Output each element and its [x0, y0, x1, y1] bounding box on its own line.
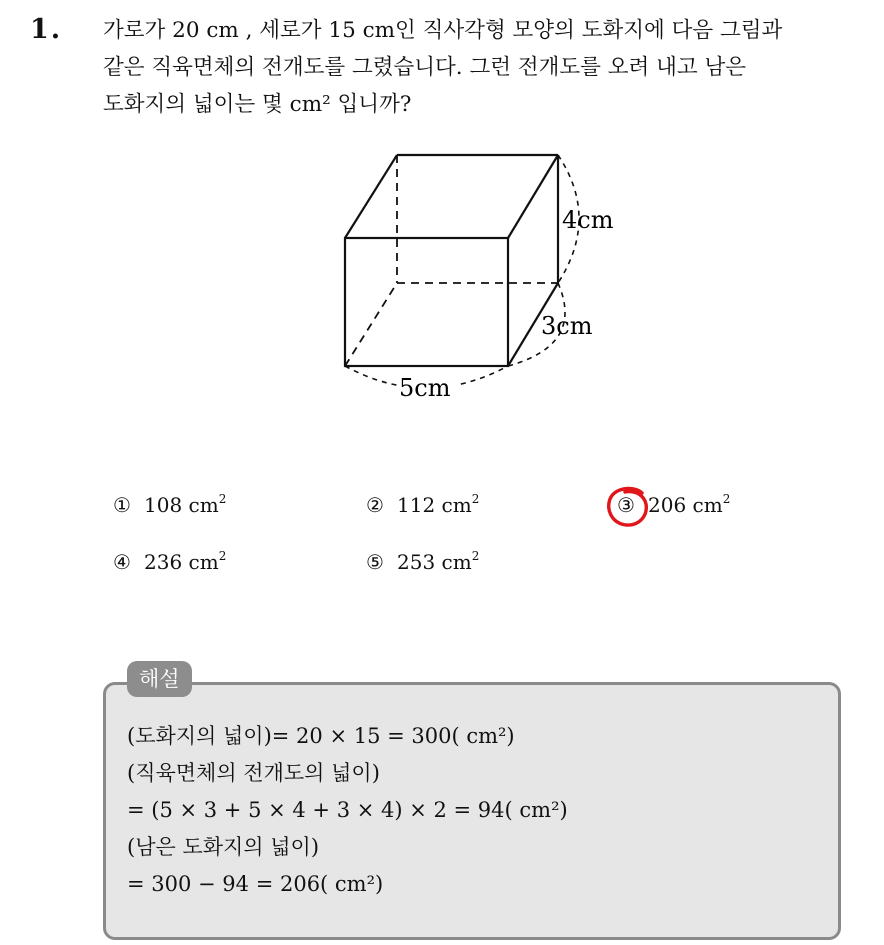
cuboid-figure: [300, 140, 640, 420]
front-face: [345, 238, 508, 366]
solution-line: (남은 도화지의 넓이): [127, 835, 320, 859]
choice-unit-exponent: 2: [218, 549, 227, 563]
top-right-edge: [508, 155, 558, 238]
choice-value: 206 cm: [648, 493, 723, 517]
choice-number: ⑤: [366, 550, 384, 574]
choice-4[interactable]: [110, 549, 226, 574]
choice-value: 108 cm: [144, 493, 219, 517]
question-line: 도화지의 넓이는 몇 cm² 입니까?: [103, 92, 412, 117]
choice-number: ④: [113, 550, 131, 574]
solution-line: (직육면체의 전개도의 넓이): [127, 761, 380, 785]
choice-number: ②: [366, 493, 384, 517]
solution-line: = 300 − 94 = 206( cm²): [127, 872, 384, 896]
choice-value: 236 cm: [144, 550, 219, 574]
solution-text: [127, 718, 568, 903]
question-number: 1.: [30, 14, 63, 45]
choice-unit-exponent: 2: [471, 492, 480, 506]
solution-line: = (5 × 3 + 5 × 4 + 3 × 4) × 2 = 94( cm²): [127, 798, 568, 822]
depth-label: 3cm: [541, 312, 593, 340]
choice-number: ③: [617, 493, 635, 517]
choice-5[interactable]: [363, 549, 479, 574]
solution-tag: 해설: [127, 661, 192, 697]
answer-circle-mark: [605, 485, 651, 529]
top-left-edge: [345, 155, 397, 238]
choice-unit-exponent: 2: [218, 492, 227, 506]
height-label: 4cm: [562, 206, 614, 234]
choice-value: 253 cm: [397, 550, 472, 574]
choice-number: ①: [113, 493, 131, 517]
choice-unit-exponent: 2: [722, 492, 731, 506]
solution-line: (도화지의 넓이)= 20 × 15 = 300( cm²): [127, 724, 515, 748]
question-line: 같은 직육면체의 전개도를 그렸습니다. 그런 전개도를 오려 내고 남은: [103, 55, 747, 80]
choice-unit-exponent: 2: [471, 549, 480, 563]
question-line: 가로가 20 cm , 세로가 15 cm인 직사각형 모양의 도화지에 다음 그림과: [103, 18, 783, 43]
choice-1[interactable]: [110, 492, 226, 517]
width-label: 5cm: [399, 374, 451, 402]
choice-value: 112 cm: [397, 493, 472, 517]
choice-2[interactable]: [363, 492, 479, 517]
question-text: [103, 12, 873, 123]
hidden-depth-edge: [345, 283, 397, 366]
